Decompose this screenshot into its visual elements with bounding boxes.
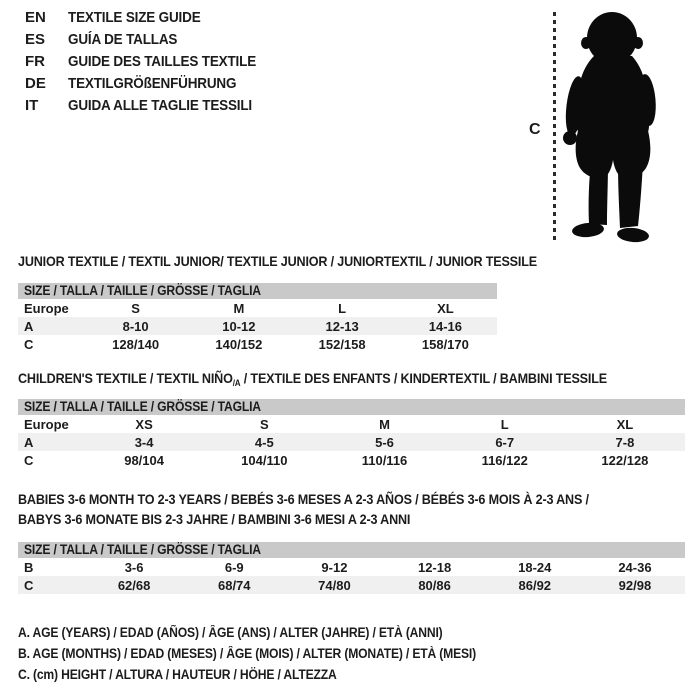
row-value: 24-36 bbox=[618, 559, 652, 575]
table-row bbox=[18, 335, 497, 353]
row-label: Europe bbox=[24, 416, 69, 432]
row-value: 12-13 bbox=[325, 318, 359, 334]
row-value: 4-5 bbox=[254, 434, 274, 450]
row-value: 3-6 bbox=[124, 559, 144, 575]
size-table-header bbox=[18, 542, 685, 558]
language-row bbox=[25, 50, 277, 72]
note-line bbox=[18, 643, 527, 664]
row-value: 18-24 bbox=[518, 559, 552, 575]
row-value: XL bbox=[437, 300, 454, 316]
table-row bbox=[18, 299, 497, 317]
size-table bbox=[18, 542, 685, 594]
language-code: DE bbox=[25, 74, 46, 92]
title-segment: CHILDREN'S TEXTILE / TEXTIL NIÑO bbox=[18, 370, 233, 386]
row-value: 110/116 bbox=[361, 452, 408, 468]
row-value: 140/152 bbox=[215, 336, 263, 352]
row-value: 128/140 bbox=[112, 336, 160, 352]
language-row bbox=[25, 6, 277, 28]
note-text: C. (cm) HEIGHT / ALTURA / HAUTEUR / HÖHE / ALTEZZA bbox=[18, 667, 337, 682]
row-value: 9-12 bbox=[321, 559, 348, 575]
title-segment: JUNIOR TEXTILE / TEXTIL JUNIOR/ TEXTILE JUNIOR / JUNIORTEXTIL / JUNIOR TESSILE bbox=[18, 253, 537, 269]
table-row bbox=[18, 576, 685, 594]
table-title-text bbox=[18, 251, 537, 271]
row-value: L bbox=[338, 300, 347, 316]
row-value: 6-7 bbox=[495, 434, 515, 450]
language-code: EN bbox=[25, 8, 46, 26]
row-value: S bbox=[259, 416, 269, 432]
table-title bbox=[18, 368, 672, 393]
row-value: 3-4 bbox=[134, 434, 154, 450]
row-value: 122/128 bbox=[601, 452, 649, 468]
row-label: A bbox=[24, 318, 34, 334]
table-title-text bbox=[18, 509, 410, 529]
row-value: 98/104 bbox=[124, 452, 164, 468]
row-value: 92/98 bbox=[618, 577, 652, 593]
row-value: 158/170 bbox=[421, 336, 469, 352]
table-title bbox=[18, 489, 652, 529]
row-label: A bbox=[24, 434, 34, 450]
title-subscript: /A bbox=[232, 378, 241, 388]
size-table-header-text: SIZE / TALLA / TAILLE / GRÖSSE / TAGLIA bbox=[24, 399, 261, 414]
table-title-line bbox=[18, 489, 652, 509]
table-row bbox=[18, 317, 497, 335]
language-code: FR bbox=[25, 52, 45, 70]
note-line bbox=[18, 622, 527, 643]
row-value: 86/92 bbox=[518, 577, 552, 593]
row-value: 62/68 bbox=[117, 577, 151, 593]
language-label: TEXTILE SIZE GUIDE bbox=[68, 8, 201, 26]
row-value: 10-12 bbox=[222, 318, 256, 334]
row-value: 7-8 bbox=[615, 434, 635, 450]
language-label: GUIDA ALLE TAGLIE TESSILI bbox=[68, 96, 253, 114]
row-label: C bbox=[24, 452, 34, 468]
language-label: GUIDE DES TAILLES TEXTILE bbox=[68, 52, 257, 70]
table-title-line bbox=[18, 368, 672, 393]
row-value: S bbox=[131, 300, 140, 316]
title-segment: BABYS 3-6 MONATE BIS 2-3 JAHRE / BAMBINI 3-6 MESI A 2-3 ANNI bbox=[18, 511, 411, 527]
table-title-line bbox=[18, 509, 652, 529]
table-title-text bbox=[18, 368, 607, 393]
row-value: 152/158 bbox=[318, 336, 366, 352]
row-label: C bbox=[24, 336, 34, 352]
row-value: 14-16 bbox=[428, 318, 462, 334]
language-code: ES bbox=[25, 30, 46, 48]
measure-notes bbox=[18, 622, 527, 685]
note-text: B. AGE (MONTHS) / EDAD (MESES) / ÂGE (MOIS) / ALTER (MONATE) / ETÀ (MESI) bbox=[18, 646, 477, 661]
size-table-header bbox=[18, 399, 685, 415]
size-table-header-text: SIZE / TALLA / TAILLE / GRÖSSE / TAGLIA bbox=[24, 283, 261, 298]
row-label: B bbox=[24, 559, 34, 575]
title-segment: / TEXTILE DES ENFANTS / KINDERTEXTIL / BAMBINI TESSILE bbox=[240, 370, 607, 386]
table-title-line bbox=[18, 251, 595, 271]
size-table-header-text: SIZE / TALLA / TAILLE / GRÖSSE / TAGLIA bbox=[24, 542, 261, 557]
row-value: 12-18 bbox=[417, 559, 452, 575]
note-text: A. AGE (YEARS) / EDAD (AÑOS) / ÂGE (ANS) / ALTER (JAHRE) / ETÀ (ANNI) bbox=[18, 625, 443, 640]
table-row bbox=[18, 415, 685, 433]
table-title-text bbox=[18, 489, 589, 509]
row-value: 68/74 bbox=[217, 577, 251, 593]
row-value: 104/110 bbox=[241, 452, 288, 468]
baby-silhouette-shapes bbox=[563, 12, 658, 243]
note-line bbox=[18, 664, 527, 685]
row-value: 5-6 bbox=[375, 434, 394, 450]
language-code: IT bbox=[25, 96, 39, 114]
row-value: M bbox=[233, 300, 245, 316]
height-measure-dashed-line bbox=[553, 12, 556, 243]
table-row bbox=[18, 451, 685, 469]
row-value: 74/80 bbox=[318, 577, 351, 593]
row-value: 6-9 bbox=[224, 559, 244, 575]
language-label: GUÍA DE TALLAS bbox=[68, 30, 178, 48]
row-value: XS bbox=[135, 416, 153, 432]
table-title bbox=[18, 251, 595, 271]
row-value: 80/86 bbox=[418, 577, 451, 593]
language-row bbox=[25, 94, 277, 116]
row-label: Europe bbox=[24, 300, 69, 316]
row-value: 116/122 bbox=[481, 452, 528, 468]
language-label: TEXTILGRÖßENFÜHRUNG bbox=[68, 74, 237, 92]
row-value: L bbox=[500, 416, 509, 432]
language-list bbox=[25, 6, 277, 116]
row-label: C bbox=[24, 577, 34, 593]
table-row bbox=[18, 558, 685, 576]
row-value: M bbox=[379, 416, 390, 432]
size-table bbox=[18, 283, 497, 353]
row-value: XL bbox=[616, 416, 634, 432]
baby-silhouette bbox=[560, 10, 668, 248]
title-segment: BABIES 3-6 MONTH TO 2-3 YEARS / BEBÉS 3-6 MESES A 2-3 AÑOS / BÉBÉS 3-6 MOIS À 2-3 ANS / bbox=[18, 491, 589, 507]
language-row bbox=[25, 72, 277, 94]
size-table-header bbox=[18, 283, 497, 299]
language-row bbox=[25, 28, 277, 50]
table-row bbox=[18, 433, 685, 451]
row-value: 8-10 bbox=[122, 318, 149, 334]
size-table bbox=[18, 399, 685, 469]
height-measure-label: C bbox=[529, 121, 541, 138]
